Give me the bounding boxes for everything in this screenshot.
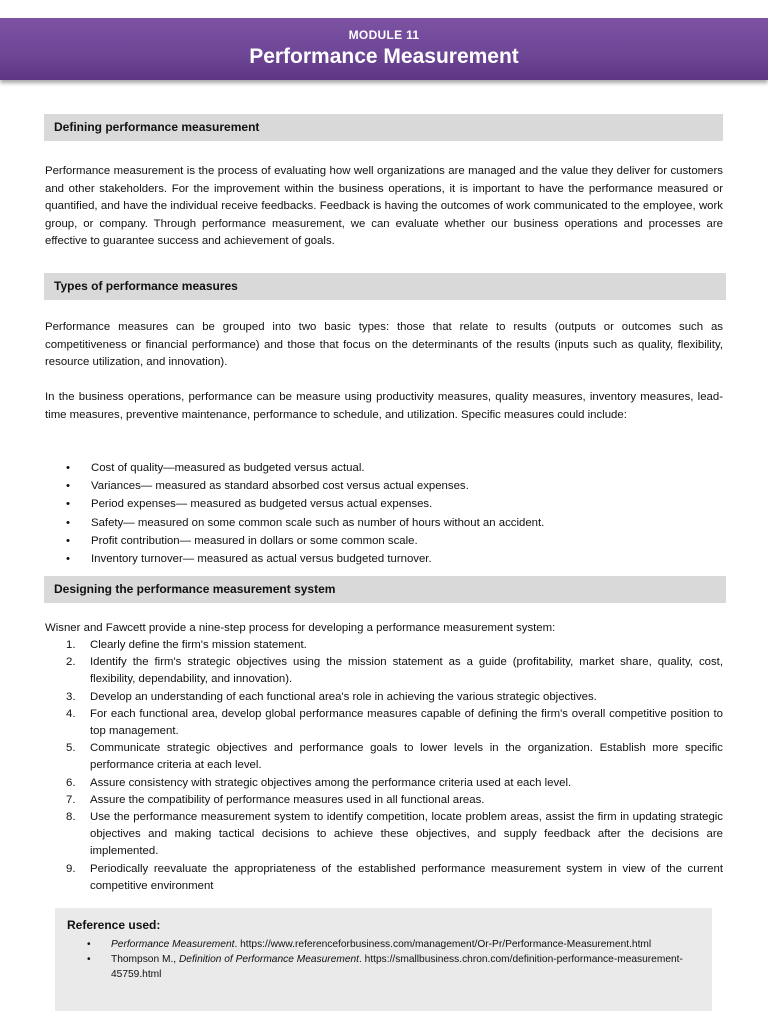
- list-item: 4. For each functional area, develop global performance measures capable of defining the firm's overall competitive position to top management.: [66, 707, 723, 738]
- list-item: • Period expenses— measured as budgeted versus actual expenses.: [45, 495, 544, 513]
- section-heading-defining: Defining performance measurement: [44, 114, 723, 141]
- list-item: • Variances— measured as standard absorbed cost versus actual expenses.: [45, 477, 544, 495]
- reference-title-italic: Definition of Performance Measurement: [178, 954, 360, 965]
- list-item: 6. Assure consistency with strategic objectives among the performance criteria used at each level.: [66, 776, 572, 789]
- reference-box: [55, 908, 712, 1011]
- list-item: • Cost of quality—measured as budgeted versus actual.: [45, 459, 544, 477]
- steps-numbered-list: [45, 637, 723, 895]
- reference-title-italic: Performance Measurement: [111, 939, 235, 950]
- list-item: • Profit contribution— measured in dollars or some common scale.: [45, 532, 544, 550]
- list-item: 3. Develop an understanding of each functional area's role in achieving the various strategic objectives.: [66, 690, 597, 703]
- list-item: 5. Communicate strategic objectives and performance goals to lower levels in the organization. Establish more specific performance criteria at each level.: [66, 742, 723, 772]
- list-item: • Inventory turnover— measured as actual versus budgeted turnover.: [45, 550, 544, 568]
- defining-paragraph: Performance measurement is the process of evaluating how well organizations are managed and the value they deliver for customers and other stakeholders. For the improvement within the business operations, it is important to have the performance measured or quantified, and have the individual receive feedbacks. Feedback is having the outcomes of work communicated to the employee, work group, or company. Through performance measurement, we can evaluate whether our business operations and processes are effective to guarantee success and achievement of goals.: [45, 165, 723, 248]
- designing-intro: Wisner and Fawcett provide a nine-step process for developing a performance measurement system:: [45, 622, 556, 634]
- module-header-banner: [0, 18, 768, 80]
- list-item: 8. Use the performance measurement system to identify competition, locate problem areas, assist the firm in updating strategic objectives and making tactical decisions to achieve these objectives, and supply feedback after the decisions are implemented.: [66, 811, 723, 858]
- types-paragraph-1: Performance measures can be grouped into two basic types: those that relate to results (outputs or outcomes such as competitiveness or financial performance) and those that focus on the determinants of the results (inputs such as quality, flexibility, resource utilization, and innovation).: [45, 321, 723, 369]
- module-number: MODULE 11: [348, 28, 420, 42]
- reference-item: [67, 937, 700, 952]
- page-title: Performance Measurement: [249, 45, 519, 68]
- section-heading-designing: Designing the performance measurement system: [44, 576, 726, 603]
- reference-url: . https://smallbusiness.chron.com/definition-performance-measurement-45759.html: [111, 954, 683, 980]
- list-item: 9. Periodically reevaluate the appropriateness of the established performance measurement system in view of the current competitive environment: [66, 862, 723, 892]
- reference-url: . https://www.referenceforbusiness.com/management/Or-Pr/Performance-Measurement.html: [234, 939, 652, 950]
- list-item: 2. Identify the firm's strategic objectives using the mission statement as a guide (profitability, market share, quality, cost, flexibility, dependability, and innovation).: [66, 656, 723, 686]
- list-item: • Safety— measured on some common scale such as number of hours without an accident.: [45, 514, 544, 532]
- measures-bullet-list: [45, 459, 544, 568]
- section-heading-types: Types of performance measures: [44, 273, 726, 300]
- reference-title: Reference used:: [67, 918, 161, 932]
- list-item: 7. Assure the compatibility of performance measures used in all functional areas.: [66, 793, 485, 806]
- types-paragraph-2: In the business operations, performance can be measure using productivity measures, quality measures, inventory measures, lead-time measures, preventive maintenance, performance to schedule, and utilization. Specific measures could include:: [45, 391, 723, 421]
- list-item: 1. Clearly define the firm's mission statement.: [66, 639, 307, 651]
- reference-list: [67, 937, 700, 982]
- reference-item: • Thompson M., Definition of Performance Measurement. https://smallbusiness.chron.com/definition-performance-measurement-45759.html: [67, 952, 700, 982]
